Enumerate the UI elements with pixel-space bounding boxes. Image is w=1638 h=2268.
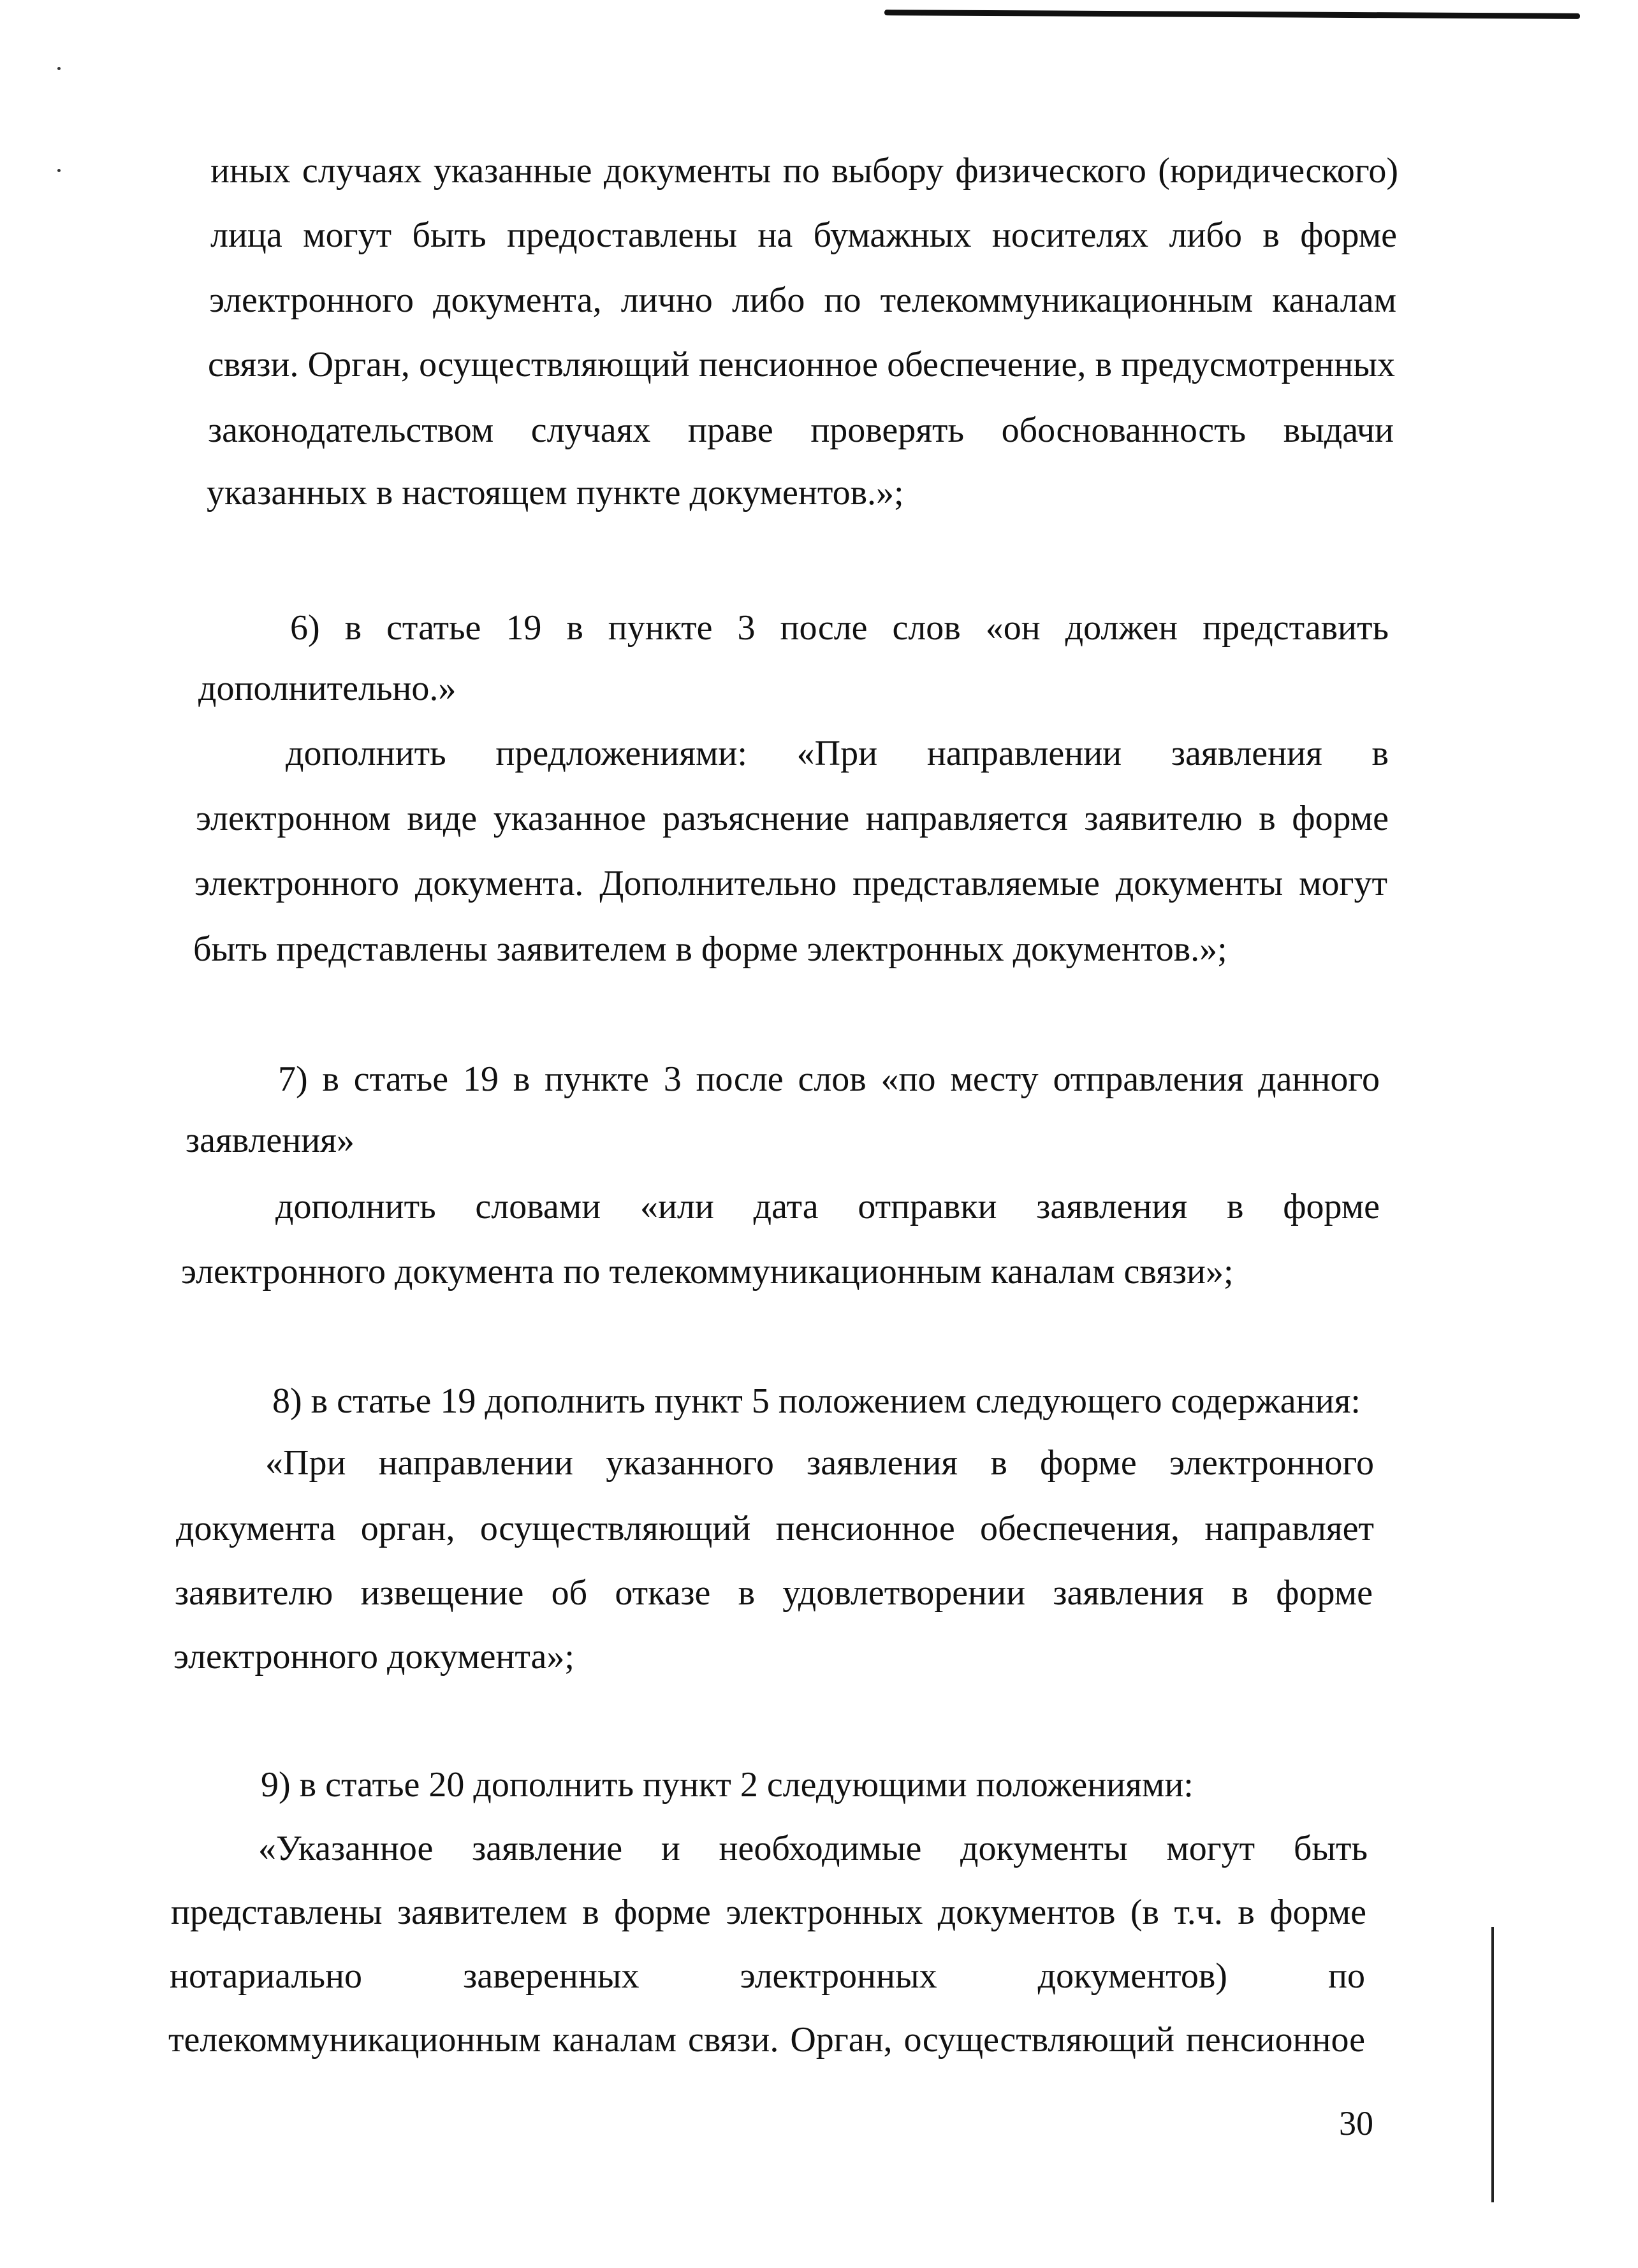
scan-edge-line-right — [1491, 1927, 1494, 2202]
text-line: электронном виде указанное разъяснение направляется заявителю в форме — [196, 799, 1389, 838]
text-line: «Указанное заявление и необходимые документы могут быть — [258, 1829, 1368, 1868]
text-line: связи. Орган, осуществляющий пенсионное обеспечение, в предусмотренных — [208, 345, 1395, 384]
text-line: электронного документа по телекоммуникационным каналам связи»; — [181, 1252, 1234, 1291]
text-line: дополнительно.» — [198, 669, 457, 708]
text-line: дополнить словами «или дата отправки заявления в форме — [275, 1187, 1380, 1226]
text-line: законодательством случаях праве проверять обоснованность выдачи — [208, 411, 1394, 450]
text-line: дополнить предложениями: «При направлении заявления в — [286, 734, 1389, 773]
text-line: быть представлены заявителем в форме электронных документов.»; — [193, 929, 1227, 969]
text-line: телекоммуникационным каналам связи. Орган, осуществляющий пенсионное — [168, 2020, 1365, 2060]
scan-speck — [57, 67, 61, 70]
text-line: электронного документа»; — [173, 1637, 574, 1676]
text-line: заявителю извещение об отказе в удовлетворении заявления в форме — [175, 1573, 1373, 1613]
scan-edge-line-top — [884, 10, 1580, 19]
text-line: документа орган, осуществляющий пенсионное обеспечения, направляет — [176, 1509, 1374, 1548]
page-number: 30 — [1339, 2104, 1373, 2142]
text-line: указанных в настоящем пункте документов.»; — [207, 473, 904, 512]
text-line: электронного документа, лично либо по телекоммуникационным каналам — [209, 280, 1396, 320]
text-line: 6) в статье 19 в пункте 3 после слов «он должен представить — [290, 608, 1389, 648]
text-line: 7) в статье 19 в пункте 3 после слов «по месту отправления данного — [278, 1059, 1380, 1099]
scan-speck — [57, 169, 61, 172]
text-line: заявления» — [186, 1121, 355, 1160]
text-line: 8) в статье 19 дополнить пункт 5 положением следующего содержания: — [272, 1381, 1361, 1421]
text-line: представлены заявителем в форме электронных документов (в т.ч. в форме — [171, 1893, 1366, 1932]
text-line: лица могут быть предоставлены на бумажных носителях либо в форме — [210, 215, 1397, 255]
text-line: нотариально заверенных электронных документов) по — [170, 1956, 1365, 1996]
text-line: «При направлении указанного заявления в форме электронного — [265, 1443, 1374, 1483]
text-line: электронного документа. Дополнительно представляемые документы могут — [194, 864, 1387, 903]
text-line: иных случаях указанные документы по выбору физического (юридического) — [210, 151, 1398, 191]
text-line: 9) в статье 20 дополнить пункт 2 следующими положениями: — [261, 1765, 1194, 1805]
